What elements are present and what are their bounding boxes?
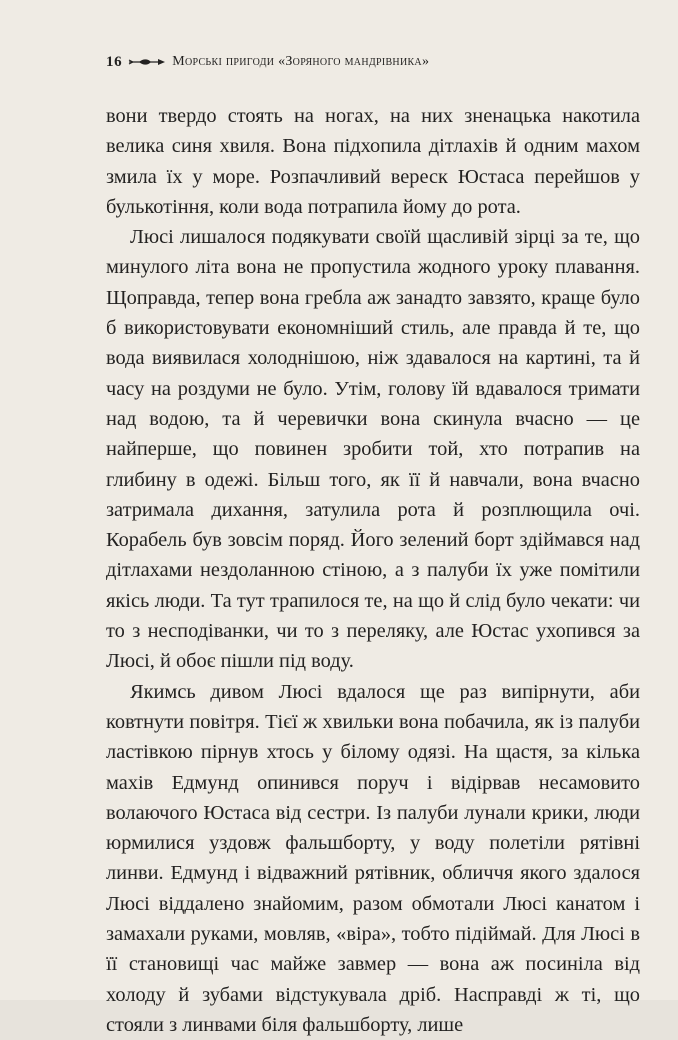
paragraph: Люсі лишалося подякувати своїй щасливій зірці за те, що минулого літа вона не пропустила жодного уроку плавання. Щоправда, тепер вона гребла аж занадто завзято, краще було б використовувати економніший стиль, але правда й те, що вода виявилася холоднішою, ніж здавалося на картині, та й часу на роздуми не було. Утім, голову їй вдавалося тримати над водою, та й черевички вона скинула вчасно — це найперше, що повинен зробити той, хто потрапив на глибину в одежі. Більш того, як її й навчали, вона вчасно затримала дихання, затулила рота й розплющила очі. Корабель був зовсім поряд. Його зелений борт здіймався над дітлахами нездоланною стіною, а з палуби їх уже помітили якісь люди. Та тут трапилося те, на що й слід було чекати: чи то з несподіванки, чи то з переляку, але Юстас ухопився за Люсі, й обоє пішли під воду. <box>106 226 640 673</box>
running-header <box>106 52 429 72</box>
arrow-flourish-icon <box>128 57 166 67</box>
page-number: 16 <box>106 53 123 70</box>
paragraph: Якимсь дивом Люсі вдалося ще раз випірнути, аби ковтнути повітря. Тієї ж хвильки вона побачила, як із палуби ластівкою пірнув хтось у білому одязі. На щастя, за кілька махів Едмунд опинився поруч і відірвав несамовито волаючого Юстаса від сестри. Із палуби лунали крики, люди юрмилися уздовж фальшборту, у воду полетіли рятівні линви. Едмунд і відважний рятівник, обличчя якого здалося Люсі віддалено знайомим, разом обмотали Люсі канатом і замахали руками, мовляв, «віра», тобто підіймай. Для Люсі в її становищі час майже завмер — вона аж посиніла від холоду й зубами відстукувала дріб. Насправді ж ті, що стояли з линвами біля фальшборту, лише <box>106 680 640 1036</box>
body-text <box>106 101 640 1040</box>
paragraph-continuation: вони твердо стоять на ногах, на них зненацька накотила велика синя хвиля. Вона підхопила дітлахів й одним махом змила їх у море. Розпачливий вереск Юстаса перейшов у булькотіння, коли вода потрапила йому до рота. <box>106 105 640 218</box>
running-title: Морські пригоди «Зоряного мандрівника» <box>172 54 430 69</box>
